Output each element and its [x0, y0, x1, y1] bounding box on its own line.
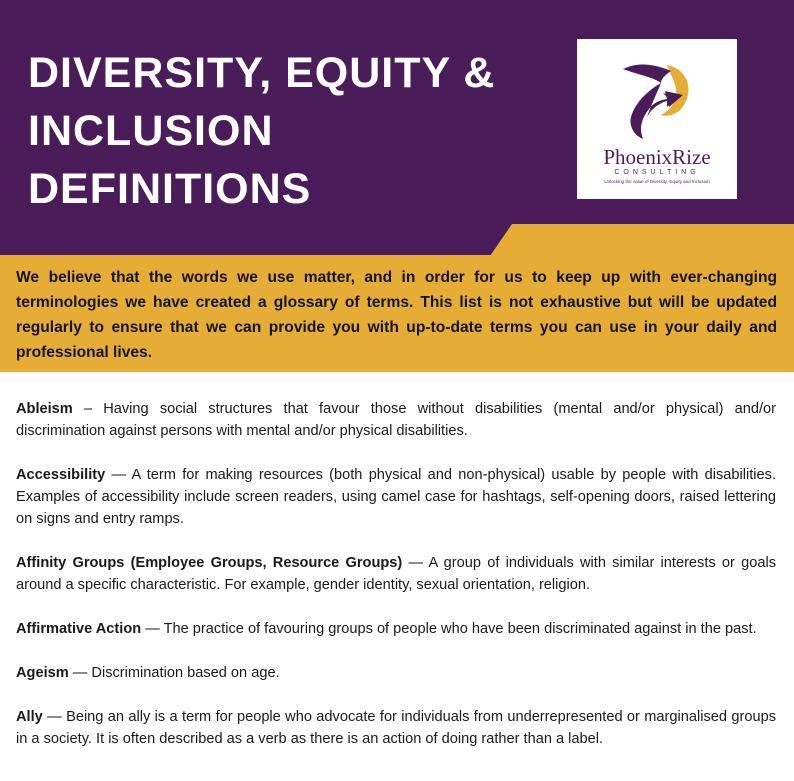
logo-subtitle: CONSULTING — [614, 169, 700, 176]
definition-text: — The practice of favouring groups of people who have been discriminated against in the past. — [141, 621, 757, 637]
definition-text: — A term for making resources (both physical and non-physical) usable by people with disabilities. Examples of accessibility include screen readers, using camel case for hashtags, self-opening doors, raised lettering on signs and entry ramps. — [16, 467, 776, 527]
definition-item — [16, 662, 776, 684]
phoenix-icon — [617, 57, 697, 141]
definition-item — [16, 464, 776, 530]
definition-term: Ageism — [16, 665, 69, 681]
definitions-list — [16, 398, 776, 772]
definition-term: Ableism — [16, 401, 73, 417]
definition-text: — A group of individuals with similar interests or goals around a specific characteristic. For example, gender identity, sexual orientation, religion. — [16, 555, 776, 593]
band-accent-tab — [490, 224, 794, 256]
definition-text: — Discrimination based on age. — [68, 665, 280, 681]
intro-band — [0, 255, 794, 372]
company-logo — [577, 39, 737, 199]
definition-item — [16, 552, 776, 596]
definition-text: — Being an ally is a term for people who advocate for individuals from underrepresented or marginalised groups in a society. It is often described as a verb as there is an action of doing rather than a label. — [16, 709, 776, 747]
definition-term: Accessibility — [16, 467, 106, 483]
intro-text: We believe that the words we use matter, and in order for us to keep up with ever-changing terminologies we have created a glossary of terms. This list is not exhaustive but will be updated regularly to ensure that we can provide you with up-to-date terms you can use in your daily and professional lives. — [16, 269, 777, 361]
page-title: DIVERSITY, EQUITY & INCLUSION DEFINITIONS — [28, 49, 496, 213]
definition-text: – Having social structures that favour those without disabilities (mental and/or physical) and/or discrimination against persons with mental and/or physical disabilities. — [16, 401, 776, 439]
definition-item — [16, 398, 776, 442]
definition-item — [16, 618, 776, 640]
header-banner — [0, 0, 794, 260]
definition-item — [16, 706, 776, 750]
definition-term: Affinity Groups (Employee Groups, Resource Groups) — [16, 555, 403, 571]
definition-term: Ally — [16, 709, 43, 725]
logo-tagline: Unlocking the value of Diversity, Equity and Inclusion — [604, 179, 710, 184]
definition-term: Affirmative Action — [16, 621, 142, 637]
logo-name: PhoenixRize — [603, 145, 711, 169]
